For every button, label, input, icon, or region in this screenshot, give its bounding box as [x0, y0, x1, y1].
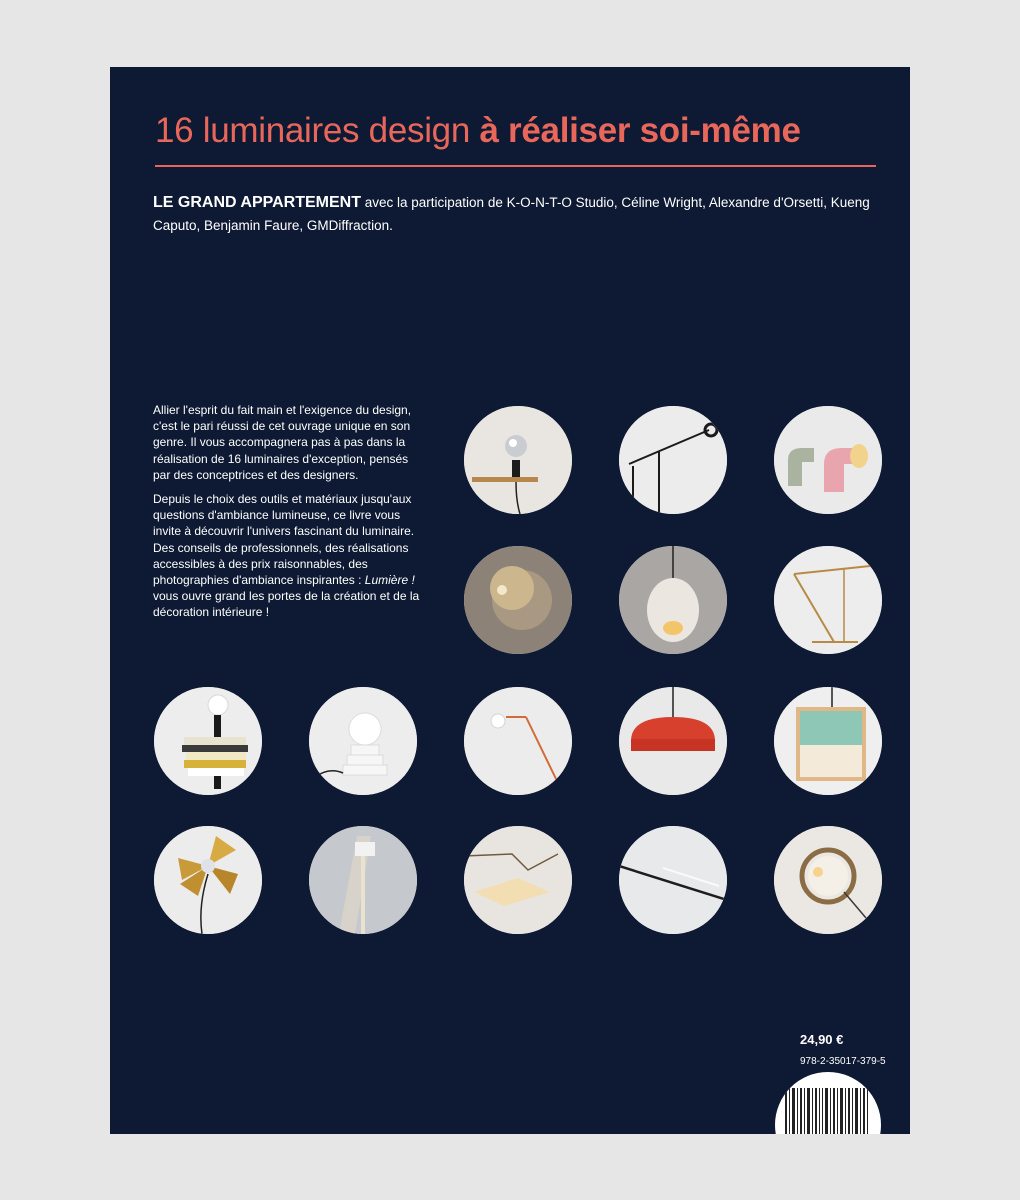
lamp-photo-16	[774, 826, 882, 934]
barcode	[775, 1072, 881, 1134]
lamp-photo-5	[619, 546, 727, 654]
lamp-photo-12	[154, 826, 262, 934]
lamp-photo-13	[309, 826, 417, 934]
price: 24,90 €	[800, 1032, 844, 1047]
title-bold: à réaliser soi-même	[479, 111, 801, 150]
blurb-p2-start: Depuis le choix des outils et matériaux jusqu'aux questions d'ambiance lumineuse, ce livre vous invite à découvrir l'univers fascinant du luminaire. Des conseils de professionnels, des réalisations accessibles à des prix raisonnables, des photographies d'ambiance inspirantes :	[153, 492, 415, 588]
credits-lead: LE GRAND APPARTEMENT	[153, 194, 361, 211]
credits-rest: avec la participation de K-O-N-T-O Studio, Céline Wright, Alexandre d'Orsetti, Kueng Caputo, Benjamin Faure, GMDiffraction.	[153, 195, 870, 233]
blurb-paragraph-1: Allier l'esprit du fait main et l'exigence du design, c'est le pari réussi de cet ouvrage unique en son genre. Il vous accompagnera pas à pas dans la réalisation de 16 luminaires d'exception, pensés par des conceptrices et des designers.	[153, 403, 412, 482]
cover-title	[155, 111, 885, 151]
blurb	[153, 402, 425, 629]
lamp-photo-9	[464, 687, 572, 795]
blurb-p2-end: vous ouvre grand les portes de la création et de la décoration intérieure !	[153, 589, 420, 620]
lamp-photo-15	[619, 826, 727, 934]
title-regular: 16 luminaires design	[155, 111, 480, 150]
credits	[153, 191, 893, 237]
blurb-paragraph-2	[153, 491, 425, 621]
lamp-photo-3	[774, 406, 882, 514]
book-back-cover	[110, 67, 910, 1134]
lamp-photo-6	[774, 546, 882, 654]
lamp-photo-1	[464, 406, 572, 514]
lamp-photo-2	[619, 406, 727, 514]
title-divider	[155, 165, 876, 167]
lamp-photo-8	[309, 687, 417, 795]
lamp-photo-10	[619, 687, 727, 795]
lamp-photo-7	[154, 687, 262, 795]
isbn: 978-2-35017-379-5	[800, 1056, 886, 1067]
blurb-p2-emphasis: Lumière !	[364, 573, 415, 588]
lamp-photo-11	[774, 687, 882, 795]
lamp-photo-14	[464, 826, 572, 934]
lamp-photo-4	[464, 546, 572, 654]
